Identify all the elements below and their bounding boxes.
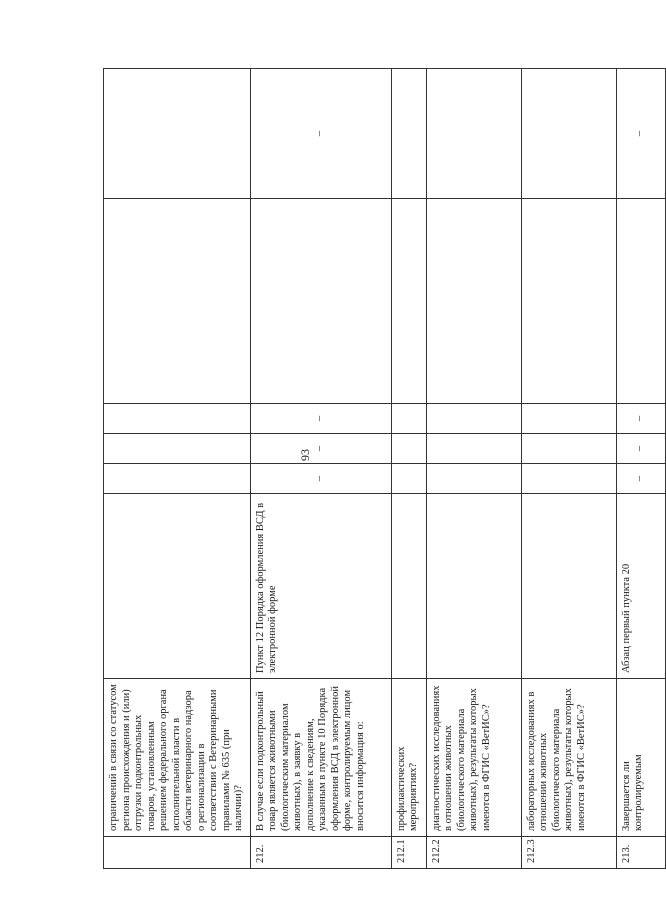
reference-cell — [426, 494, 521, 679]
table-row — [391, 69, 426, 869]
answer-na-cell — [104, 404, 251, 434]
answer-na-cell — [521, 404, 616, 434]
reference-cell: Пункт 12 Порядка оформления ВСД в электронной форме — [250, 494, 391, 679]
note-cell — [616, 199, 665, 404]
row-number: 212.2 — [426, 837, 521, 869]
reference-cell: Абзац первый пункта 20 — [616, 494, 665, 679]
page-number: 93 — [298, 449, 312, 461]
table-row — [616, 69, 665, 869]
note-cell — [391, 199, 426, 404]
table-row — [104, 69, 251, 869]
question-cell: лабораторных исследованиях в отношении животных (биологического материала животных), результаты которых имеются в ФГИС «ВетИС»? — [521, 679, 616, 837]
note-cell — [104, 199, 251, 404]
note-cell — [250, 199, 391, 404]
table-row — [250, 69, 391, 869]
question-cell: Завершается ли контролируемым — [616, 679, 665, 837]
answer-no-cell — [521, 434, 616, 464]
checklist-table — [103, 68, 666, 869]
note-cell — [426, 199, 521, 404]
reference-cell — [391, 494, 426, 679]
checklist-table-frame — [103, 69, 646, 869]
question-cell: ограничений в связи со статусом региона происхождения и (или) отгрузки подконтрольных товаров, установленным решением федерального органа исполнительной власти в области ветеринарного надзора о регионализации в соответствии с Ветеринарными правилами № 635 (при наличии)? — [104, 679, 251, 837]
table-row — [426, 69, 521, 869]
note-cell — [521, 199, 616, 404]
extra-cell — [521, 69, 616, 199]
answer-yes-cell — [426, 464, 521, 494]
answer-no-cell: – — [250, 434, 391, 464]
answer-yes-cell — [391, 464, 426, 494]
answer-na-cell: – — [616, 404, 665, 434]
row-number: 212.3 — [521, 837, 616, 869]
row-number — [104, 837, 251, 869]
answer-yes-cell — [104, 464, 251, 494]
answer-yes-cell: – — [616, 464, 665, 494]
answer-no-cell: – — [616, 434, 665, 464]
extra-cell — [391, 69, 426, 199]
row-number: 212.1 — [391, 837, 426, 869]
answer-no-cell — [391, 434, 426, 464]
row-number: 213. — [616, 837, 665, 869]
answer-no-cell — [104, 434, 251, 464]
reference-cell — [104, 494, 251, 679]
question-cell: диагностических исследованиях в отношении животных (биологического материала животных), результаты которых имеются в ФГИС «ВетИС»? — [426, 679, 521, 837]
table-row — [521, 69, 616, 869]
extra-cell — [104, 69, 251, 199]
answer-na-cell: – — [250, 404, 391, 434]
reference-cell — [521, 494, 616, 679]
extra-cell: – — [250, 69, 391, 199]
answer-na-cell — [426, 404, 521, 434]
answer-yes-cell: – — [250, 464, 391, 494]
question-cell: профилактических мероприятиях? — [391, 679, 426, 837]
answer-no-cell — [426, 434, 521, 464]
extra-cell: – — [616, 69, 665, 199]
answer-na-cell — [391, 404, 426, 434]
question-cell: В случае если подконтрольный товар является животными (биологическим материалом животных), в заявку в дополнение к сведениям, указанным в пункте 10 Порядка оформления ВСД в электронной форме, контролируемым лицом вносится информация о: — [250, 679, 391, 837]
extra-cell — [426, 69, 521, 199]
row-number: 212. — [250, 837, 391, 869]
answer-yes-cell — [521, 464, 616, 494]
